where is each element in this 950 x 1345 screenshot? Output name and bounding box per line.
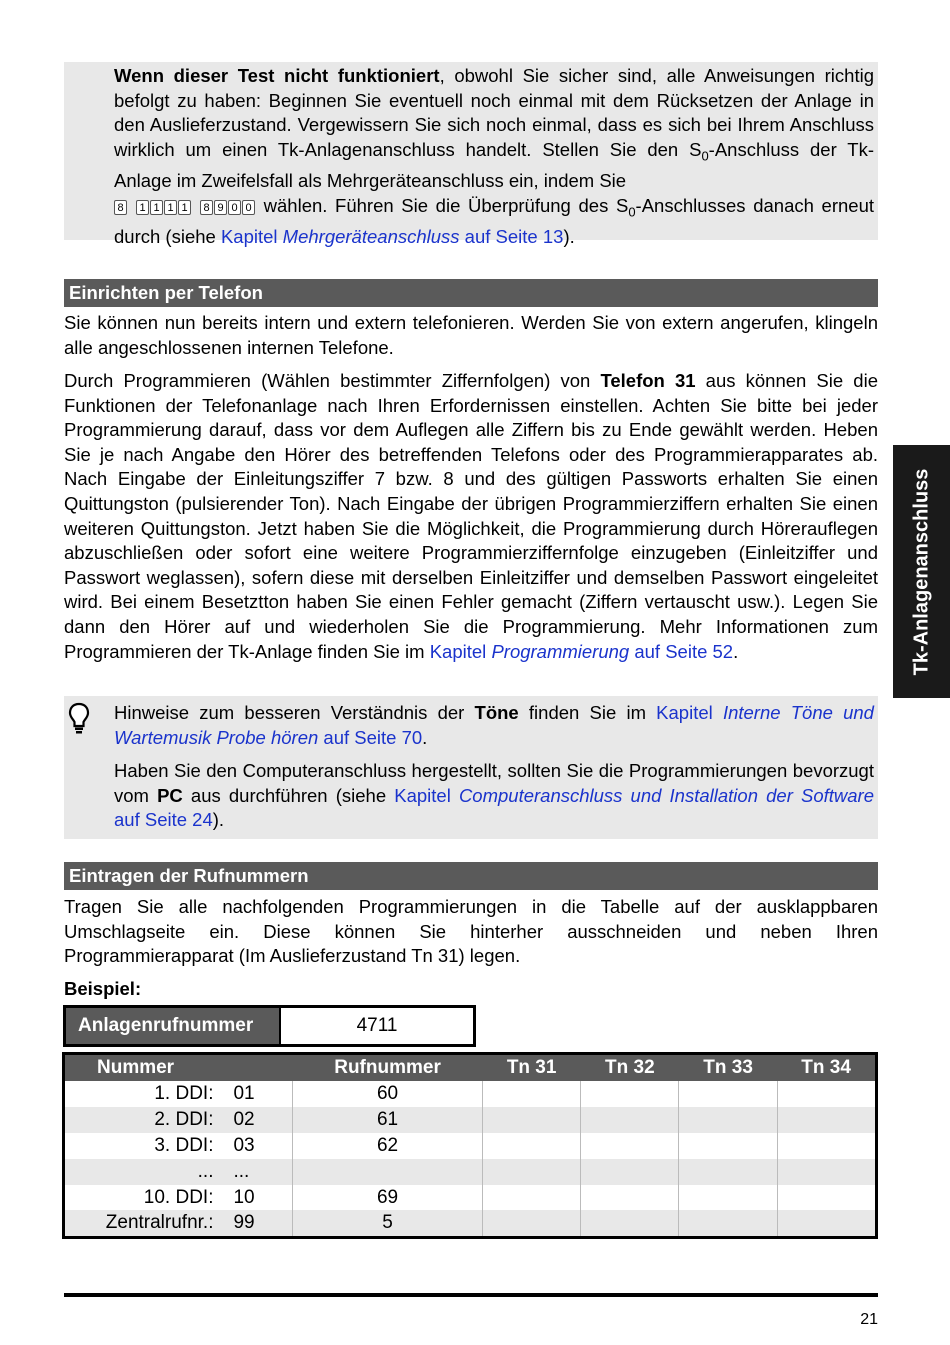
table-cell: 5: [293, 1210, 483, 1237]
table-cell-empty: [679, 1081, 777, 1107]
example-table-label: Anlagenrufnummer: [65, 1007, 281, 1046]
table-cell-empty: [581, 1159, 679, 1185]
table-cell-empty: [581, 1133, 679, 1159]
tip-text-pc: Haben Sie den Computeranschluss hergestellt, sollten Sie die Programmierungen bevorzugt vom PC aus durchführen (siehe Kapitel Computeranschluss und Installation der Software auf Seite 24).: [114, 760, 874, 831]
key-button: 8: [114, 200, 127, 215]
table-cell: 60: [293, 1081, 483, 1107]
paragraph-intro: Sie können nun bereits intern und extern telefonieren. Werden Sie von extern angerufen, klingeln alle angeschlossenen internen Telefone.: [64, 312, 878, 358]
table-cell-empty: [679, 1133, 777, 1159]
table-cell-empty: [777, 1210, 876, 1237]
table-cell: 02: [219, 1107, 292, 1133]
key-button: 1: [150, 200, 163, 215]
example-table-value: 4711: [280, 1007, 475, 1046]
link-mehrgeraeteanschluss[interactable]: Kapitel Mehrgeräteanschluss auf Seite 13: [220, 225, 564, 247]
page-number: 21: [860, 1311, 878, 1328]
table-cell: 10: [233, 1186, 255, 1208]
lightbulb-icon: [68, 702, 90, 734]
table-cell-empty: [581, 1210, 679, 1237]
table-cell-empty: [777, 1133, 876, 1159]
table-cell-empty: [483, 1133, 581, 1159]
table-row: [64, 1210, 877, 1237]
table-row: [64, 1107, 877, 1133]
table-cell: 62: [293, 1133, 483, 1159]
table-cell-empty: [483, 1081, 581, 1107]
example-table: [63, 1005, 476, 1047]
table-cell-empty: [777, 1081, 876, 1107]
key-button: 1: [136, 200, 149, 215]
table-cell-empty: [679, 1210, 777, 1237]
table-cell-empty: [483, 1210, 581, 1237]
table-cell: 01: [233, 1082, 255, 1104]
table-cell: ...: [64, 1159, 220, 1185]
table-cell-empty: [777, 1159, 876, 1185]
table-cell-empty: [777, 1185, 876, 1211]
rufnummern-table: [62, 1052, 878, 1239]
table-cell-empty: [777, 1107, 876, 1133]
table-cell: 61: [293, 1107, 483, 1133]
key-button: 8: [200, 200, 213, 215]
example-label: Beispiel:: [64, 978, 142, 999]
tip-box: [64, 696, 878, 839]
key-button: 1: [164, 200, 177, 215]
table-cell: 3. DDI:: [154, 1134, 214, 1156]
table-cell-empty: [483, 1107, 581, 1133]
note-bold-lead: Wenn dieser Test nicht funktioniert: [114, 65, 440, 86]
column-header: Tn 33: [679, 1054, 777, 1082]
table-cell: 2. DDI:: [64, 1107, 220, 1133]
column-header: Nummer: [64, 1054, 293, 1082]
side-tab: [893, 445, 950, 698]
table-row: [64, 1159, 877, 1185]
key-button: 0: [242, 200, 255, 215]
key-button: 1: [178, 200, 191, 215]
link-programmierung[interactable]: Kapitel Programmierung auf Seite 52: [429, 640, 734, 662]
table-row: [64, 1185, 877, 1211]
tip-text-toene: Hinweise zum besseren Verständnis der Töne finden Sie im Kapitel Interne Töne und Wartemusik Probe hören auf Seite 70.: [114, 702, 874, 748]
table-cell-empty: [483, 1185, 581, 1211]
key-sequence: [114, 195, 256, 216]
column-header: Tn 34: [777, 1054, 876, 1082]
key-button: 9: [214, 200, 227, 215]
column-header: Rufnummer: [293, 1054, 483, 1082]
side-tab-label: Tk-Anlagenanschluss: [910, 468, 932, 675]
table-cell-empty: [581, 1081, 679, 1107]
paragraph-programmieren: Durch Programmieren (Wählen bestimmter Ziffernfolgen) von Telefon 31 aus können Sie die Funktionen der Telefonanlage nach Ihren Erfordernissen einstellen. Achten Sie bitte bei jeder Programmierung darauf, dass vor dem Auflegen alle Ziffern bis zu Ende gewählt werden. Heben Sie je nach Angabe den Hörer des betreffenden Telefons oder des Programmierapparates ab. Nach Eingabe der Einleitungsziffer 7 bzw. 8 und des gültigen Passworts erhalten Sie einen Quittungston (pulsierender Ton). Nach Eingabe der übrigen Programmierziffern erhalten Sie einen weiteren Quittungston. Jetzt haben Sie die Möglichkeit, die Programmierung durch Hörerauflegen abzuschließen oder sofort eine weitere Programmierziffernfolge einzugeben (Einleitziffer und Passwort weglassen), sofern diese mit derselben Einleitziffer und demselben Passwort eingeleitet wird. Bei einem Besetztton haben Sie einen Fehler gemacht (Ziffern vertauscht usw.). Legen Sie dann den Hörer auf und wiederholen Sie die Programmierung. Mehr Informationen zum Programmieren der Tk-Anlage finden Sie im Kapitel Programmierung auf Seite 52.: [64, 370, 878, 662]
table-cell-empty: [483, 1159, 581, 1185]
table-cell-empty: [581, 1185, 679, 1211]
note-box: [64, 62, 878, 247]
paragraph-rufnummern: Tragen Sie alle nachfolgenden Programmierungen in die Tabelle auf der ausklappbaren Umschlagseite ein. Diese können Sie hinterher ausschneiden und neben Ihren Programmierapparat (Im Auslieferzustand Tn 31) legen.: [64, 896, 878, 967]
key-button: 0: [228, 200, 241, 215]
link-computeranschluss[interactable]: Kapitel Computeranschluss und Installation der Software auf Seite 24: [114, 784, 874, 831]
table-cell: [293, 1159, 483, 1185]
table-header-row: [64, 1054, 877, 1082]
table-cell-empty: [679, 1185, 777, 1211]
note-text: Wenn dieser Test nicht funktioniert, obwohl Sie sicher sind, alle Anweisungen richtig befolgt zu haben: Beginnen Sie eventuell noch einmal mit dem Rücksetzen der Anlage in den Auslieferzustand. Vergewissern Sie sich noch einmal, dass es sich bei Ihrem Anschluss wirklich um einen Tk-Anlagenanschluss handelt. Stellen Sie den $S_0$-Anschluss der Tk-Anlage im Zweifelsfall als Mehrgeräteanschluss ein, indem Sie 8 1 1 1 1 8 9 0 0 wählen. Führen Sie die Überprüfung des $S_0$-Anschlusses danach erneut durch (siehe Kapitel Mehrgeräteanschluss auf Seite 13).: [114, 65, 874, 247]
table-cell-empty: [679, 1159, 777, 1185]
section-heading-rufnummern: Eintragen der Rufnummern: [64, 862, 878, 890]
table-cell: 10. DDI:: [143, 1186, 214, 1208]
table-cell: Zentralrufnr.:: [64, 1210, 220, 1237]
table-cell-empty: [679, 1107, 777, 1133]
table-cell: ...: [219, 1159, 292, 1185]
footer-rule: [64, 1293, 878, 1297]
table-cell: 1. DDI:: [154, 1082, 214, 1104]
table-cell: 03: [233, 1134, 255, 1156]
table-cell: 99: [219, 1210, 292, 1237]
table-row: [64, 1133, 877, 1159]
section-heading-einrichten: Einrichten per Telefon: [64, 279, 878, 307]
link-interne-toene[interactable]: Kapitel Interne Töne und Wartemusik Probe hören auf Seite 70: [114, 702, 874, 748]
table-cell: 69: [293, 1185, 483, 1211]
table-row: [64, 1081, 877, 1107]
table-cell-empty: [581, 1107, 679, 1133]
column-header: Tn 31: [483, 1054, 581, 1082]
column-header: Tn 32: [581, 1054, 679, 1082]
